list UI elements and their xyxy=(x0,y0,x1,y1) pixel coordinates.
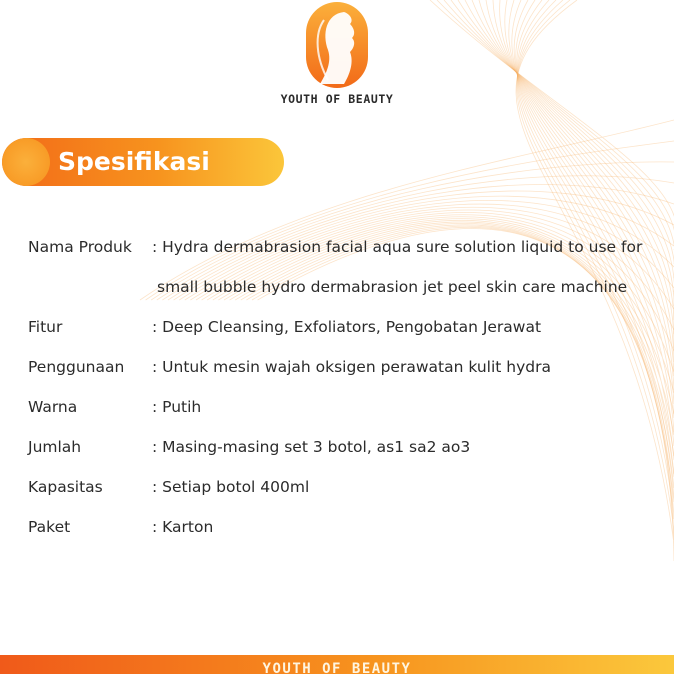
footer-brand: YOUTH OF BEAUTY xyxy=(262,661,412,674)
spec-row-fitur xyxy=(28,312,674,342)
spec-value: : Untuk mesin wajah oksigen perawatan kulit hydra xyxy=(152,358,551,376)
spec-value: : Putih xyxy=(152,398,202,416)
spec-label: Warna xyxy=(28,398,78,416)
spec-value: : Hydra dermabrasion facial aqua sure solution liquid to use for xyxy=(152,238,643,256)
swirl-line xyxy=(202,0,674,404)
spec-value-continuation: small bubble hydro dermabrasion jet peel skin care machine xyxy=(157,278,628,296)
spec-row-nama-produk xyxy=(28,232,674,262)
section-header-pill xyxy=(2,138,284,186)
spec-label: Nama Produk xyxy=(28,238,132,256)
spec-row-penggunaan xyxy=(28,352,674,382)
spec-value: : Setiap botol 400ml xyxy=(152,478,310,496)
pill-knob xyxy=(2,138,50,186)
spec-value: : Karton xyxy=(152,518,214,536)
spec-label: Penggunaan xyxy=(28,358,125,376)
spec-row-jumlah xyxy=(28,432,674,462)
footer-bar xyxy=(0,655,674,674)
spec-label: Paket xyxy=(28,518,71,536)
spec-row-nama-produk-continued xyxy=(28,272,674,302)
spec-value: : Masing-masing set 3 botol, as1 sa2 ao3 xyxy=(152,438,471,456)
spec-row-paket xyxy=(28,512,674,542)
spec-label: Kapasitas xyxy=(28,478,103,496)
spec-label: Fitur xyxy=(28,318,63,336)
spec-value: : Deep Cleansing, Exfoliators, Pengobatan Jerawat xyxy=(152,318,542,336)
woman-silhouette-logo-icon xyxy=(304,0,370,92)
section-title: Spesifikasi xyxy=(58,147,210,176)
spec-label: Jumlah xyxy=(28,438,82,456)
swirl-line xyxy=(224,0,674,460)
spec-row-kapasitas xyxy=(28,472,674,502)
brand-name: YOUTH OF BEAUTY xyxy=(280,92,394,106)
spec-row-warna xyxy=(28,392,674,422)
